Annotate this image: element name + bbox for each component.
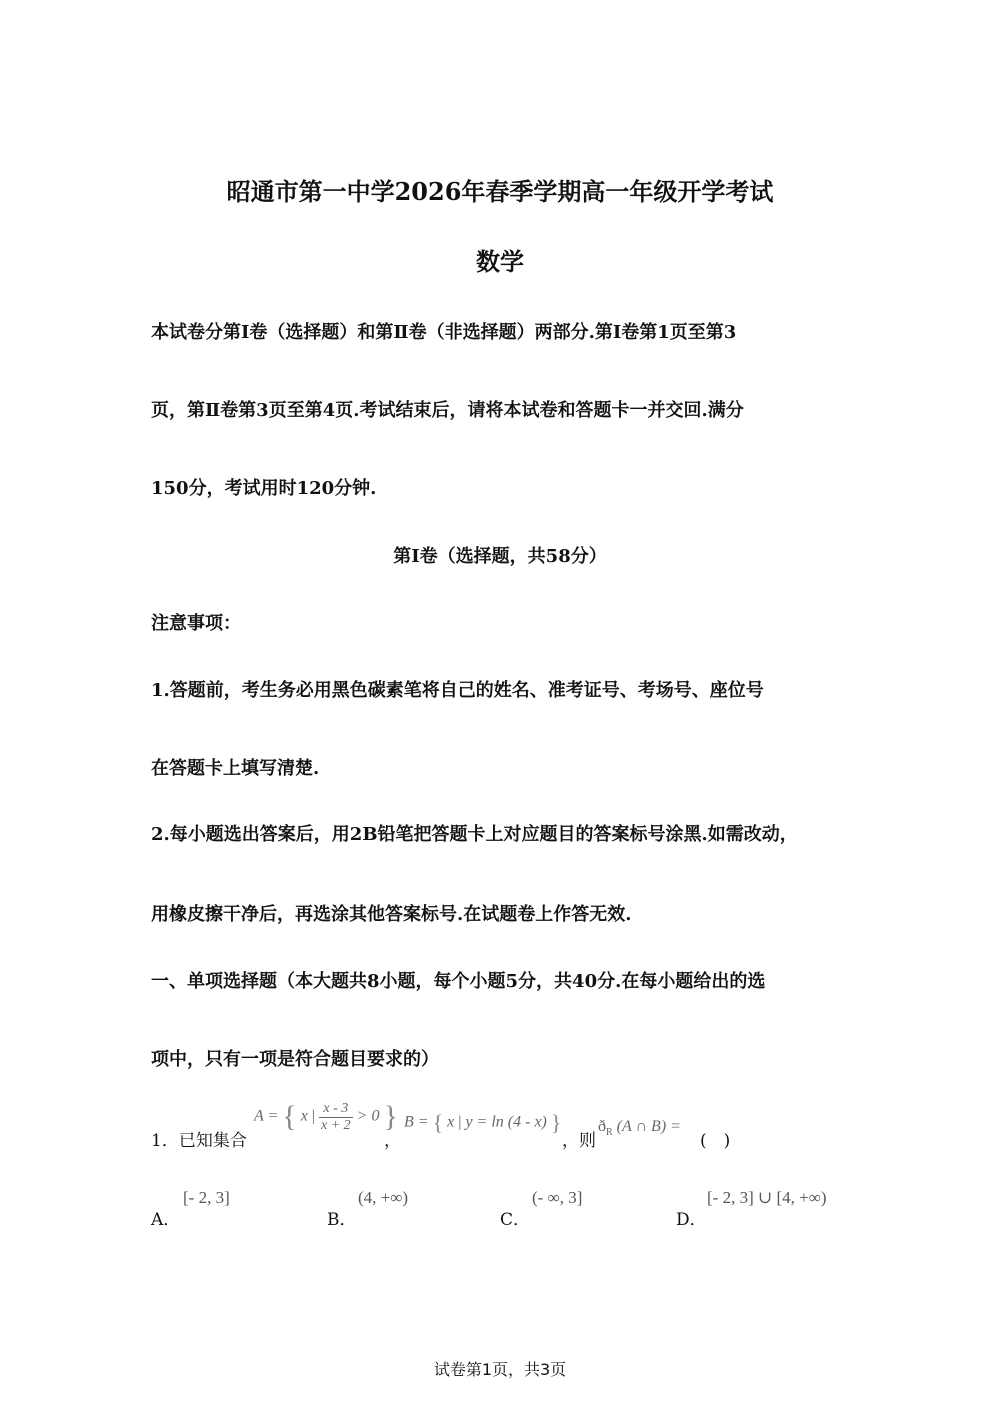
note-1-line-1: 1.答题前，考生务必用黑色碳素笔将自己的姓名、准考证号、考场号、座位号 (151, 680, 764, 701)
part-1-line-1: 一、单项选择题（本大题共8小题，每个小题5分，共40分.在每小题给出的选 (151, 971, 766, 992)
intro-line-3: 150分，考试用时120分钟. (151, 478, 377, 499)
notes-heading: 注意事项： (151, 613, 241, 634)
set-a-var: x (300, 1107, 308, 1125)
note-1-line-2: 在答题卡上填写清楚. (151, 758, 320, 779)
left-brace-icon: { (432, 1110, 444, 1135)
set-b-condition: y = ln (4 - x) (465, 1113, 547, 1131)
right-brace-icon: } (550, 1110, 562, 1135)
exam-title: 昭通市第一中学2026年春季学期高一年级开学考试 (226, 177, 774, 206)
complement-subscript: R (606, 1127, 613, 1139)
intro-line-2: 页，第Ⅱ卷第3页至第4页.考试结束后，请将本试卷和答题卡一并交回.满分 (151, 400, 744, 421)
q1-set-a (254, 1100, 398, 1134)
option-c-value: (- ∞, 3] (532, 1188, 583, 1207)
q1-answer-blank: ( ) (700, 1131, 731, 1151)
option-d-value: [- 2, 3] ∪ [4, +∞) (707, 1188, 827, 1207)
part-1-line-2: 项中，只有一项是符合题目要求的） (151, 1049, 439, 1070)
intro-line-1: 本试卷分第Ⅰ卷（选择题）和第Ⅱ卷（非选择题）两部分.第Ⅰ卷第1页至第3 (151, 322, 737, 343)
option-c-label: C． (500, 1210, 531, 1230)
q1-complement (598, 1118, 681, 1138)
fraction-denominator: x + 2 (321, 1117, 351, 1133)
note-2-line-1: 2.每小题选出答案后，用2B铅笔把答题卡上对应题目的答案标号涂黑.如需改动， (151, 824, 798, 845)
set-b-left: B = (404, 1113, 429, 1131)
option-b-label: B． (327, 1210, 357, 1230)
left-brace-icon: { (282, 1100, 297, 1133)
right-brace-icon: } (383, 1100, 398, 1133)
complement-symbol: ð (598, 1118, 606, 1135)
q1-separator: ， (384, 1131, 401, 1151)
subject-title: 数学 (476, 247, 524, 276)
option-a-label: A． (151, 1210, 181, 1230)
complement-expression: (A ∩ B) = (616, 1118, 681, 1135)
option-a-value: [- 2, 3] (183, 1188, 230, 1207)
set-builder-bar-icon: | (458, 1113, 462, 1131)
q1-set-b (404, 1110, 561, 1136)
note-2-line-2: 用橡皮擦干净后，再选涂其他答案标号.在试题卷上作答无效. (151, 904, 632, 925)
q1-prefix: 1．已知集合 (151, 1131, 247, 1151)
section-1-title: 第Ⅰ卷（选择题，共58分） (393, 546, 607, 567)
set-b-var: x (447, 1113, 455, 1131)
set-a-left: A = (254, 1107, 279, 1125)
set-a-condition: > 0 (356, 1107, 380, 1125)
q1-then: ，则 (562, 1131, 596, 1151)
set-builder-bar-icon: | (311, 1107, 315, 1125)
page-footer: 试卷第1页，共3页 (433, 1360, 567, 1379)
fraction-numerator: x - 3 (319, 1101, 353, 1118)
set-a-fraction (319, 1101, 353, 1134)
option-b-value: (4, +∞) (358, 1188, 409, 1207)
option-d-label: D． (676, 1210, 707, 1230)
